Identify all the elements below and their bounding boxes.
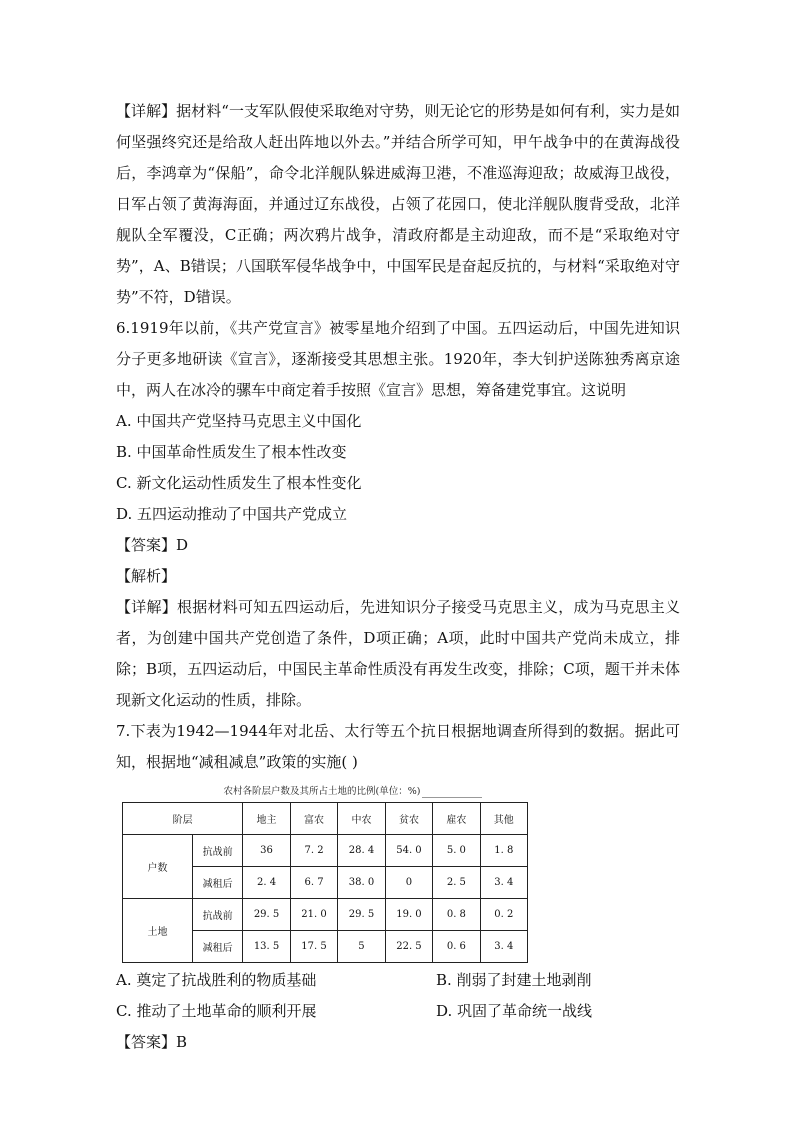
table-group-cell: 户数 xyxy=(123,835,193,899)
table-cell: 5 xyxy=(338,931,385,963)
q5-detail xyxy=(116,96,680,313)
q7-options-row-2 xyxy=(116,996,596,1027)
table-header-cell: 中农 xyxy=(338,803,385,835)
q7-answer-tag: 【答案】 xyxy=(116,1033,177,1051)
table-cell: 38. 0 xyxy=(338,867,385,899)
table-group-cell: 土地 xyxy=(123,899,193,963)
table-row xyxy=(123,835,528,867)
table-cell: 3. 4 xyxy=(480,867,527,899)
table-cell: 29. 5 xyxy=(338,899,385,931)
table-cell: 2. 5 xyxy=(433,867,480,899)
table-cell: 36 xyxy=(243,835,290,867)
q7-table-caption xyxy=(172,782,472,802)
q5-detail-text: 据材料“一支军队假使采取绝对守势，则无论它的形势是如何有利，实力是如何坚强终究还是给敌人赶出阵地以外去。”并结合所学可知，甲午战争中的在黄海战役后，李鸿章为“保船”，命令北洋舰队躲进威海卫港，不准巡海迎敌；故威海卫战役，日军占领了黄海海面，并通过辽东战役，占领了花园口，使北洋舰队腹背受敌，北洋舰队全军覆没，C正确；两次鸦片战争，清政府都是主动迎敌，而不是“采取绝对守势”，A、B错误；八国联军侵华战争中，中国军民是奋起反抗的，与材料“采取绝对守势”不符，D错误。 xyxy=(116,102,680,306)
table-header-cell: 阶层 xyxy=(123,803,243,835)
table-row-label: 减租后 xyxy=(192,867,242,899)
table-cell: 29. 5 xyxy=(243,899,290,931)
q7-answer-value: B xyxy=(176,1033,188,1051)
q6-answer-value: D xyxy=(176,536,189,554)
table-header-cell: 其他 xyxy=(480,803,527,835)
table-row xyxy=(123,899,528,931)
table-header-cell: 贫农 xyxy=(385,803,432,835)
table-cell: 2. 4 xyxy=(243,867,290,899)
table-cell: 17. 5 xyxy=(290,931,337,963)
q7-answer xyxy=(116,1027,680,1058)
table-cell: 0. 8 xyxy=(433,899,480,931)
document-page xyxy=(116,96,680,1058)
q7-option-c: C. 推动了土地革命的顺利开展 xyxy=(116,1002,317,1020)
q7-options-row-1 xyxy=(116,965,596,996)
table-cell: 21. 0 xyxy=(290,899,337,931)
q7-table-figure xyxy=(122,782,528,963)
table-header-cell: 富农 xyxy=(290,803,337,835)
q5-detail-tag: 【详解】 xyxy=(116,102,177,120)
caption-scan-mark xyxy=(422,797,482,798)
table-cell: 13. 5 xyxy=(243,931,290,963)
table-header-row xyxy=(123,803,528,835)
q6-answer xyxy=(116,530,680,561)
q6-answer-tag: 【答案】 xyxy=(116,536,177,554)
table-cell: 3. 4 xyxy=(480,931,527,963)
table-cell: 22. 5 xyxy=(385,931,432,963)
table-cell: 54. 0 xyxy=(385,835,432,867)
table-cell: 5. 0 xyxy=(433,835,480,867)
q7-data-table xyxy=(122,802,528,963)
table-cell: 0 xyxy=(385,867,432,899)
table-cell: 0. 6 xyxy=(433,931,480,963)
q6-detail-tag: 【详解】 xyxy=(116,598,177,616)
table-header-cell: 地主 xyxy=(243,803,290,835)
q6-option-b: B. 中国革命性质发生了根本性改变 xyxy=(116,443,347,461)
q6-option-d: D. 五四运动推动了中国共产党成立 xyxy=(116,505,348,523)
table-cell: 1. 8 xyxy=(480,835,527,867)
table-header-cell: 雇农 xyxy=(433,803,480,835)
q6-detail-text: 根据材料可知五四运动后，先进知识分子接受马克思主义，成为马克思主义者，为创建中国共产党创造了条件，D项正确；A项，此时中国共产党尚未成立，排除；B项，五四运动后，中国民主革命性质没有再发生改变，排除；C项，题干并未体现新文化运动的性质，排除。 xyxy=(116,598,680,709)
q7-stem: 7.下表为1942—1944年对北岳、太行等五个抗日根据地调查所得到的数据。据此可知，根据地“减租减息”政策的实施( ) xyxy=(116,722,680,771)
q7-option-b: B. 削弱了封建土地剥削 xyxy=(436,971,592,989)
table-cell: 0. 2 xyxy=(480,899,527,931)
table-cell: 19. 0 xyxy=(385,899,432,931)
table-row-label: 减租后 xyxy=(192,931,242,963)
q6-option-c: C. 新文化运动性质发生了根本性变化 xyxy=(116,474,362,492)
q7-option-a: A. 奠定了抗战胜利的物质基础 xyxy=(116,971,317,989)
table-row-label: 抗战前 xyxy=(192,899,242,931)
table-cell: 6. 7 xyxy=(290,867,337,899)
table-row-label: 抗战前 xyxy=(192,835,242,867)
q7-option-d: D. 巩固了革命统一战线 xyxy=(436,1002,593,1020)
q6-stem: 6.1919年以前，《共产党宣言》被零星地介绍到了中国。五四运动后，中国先进知识分子更多地研读《宣言》，逐渐接受其思想主张。1920年，李大钊护送陈独秀离京途中，两人在冰冷的骡车中商定着手按照《宣言》思想，筹备建党事宜。这说明 xyxy=(116,319,680,399)
table-cell: 7. 2 xyxy=(290,835,337,867)
q6-detail xyxy=(116,592,680,716)
q6-analysis-tag: 【解析】 xyxy=(116,567,177,585)
q7-table-caption-text: 农村各阶层户数及其所占土地的比例(单位：%) xyxy=(223,786,421,797)
q6-option-a: A. 中国共产党坚持马克思主义中国化 xyxy=(116,412,362,430)
table-cell: 28. 4 xyxy=(338,835,385,867)
